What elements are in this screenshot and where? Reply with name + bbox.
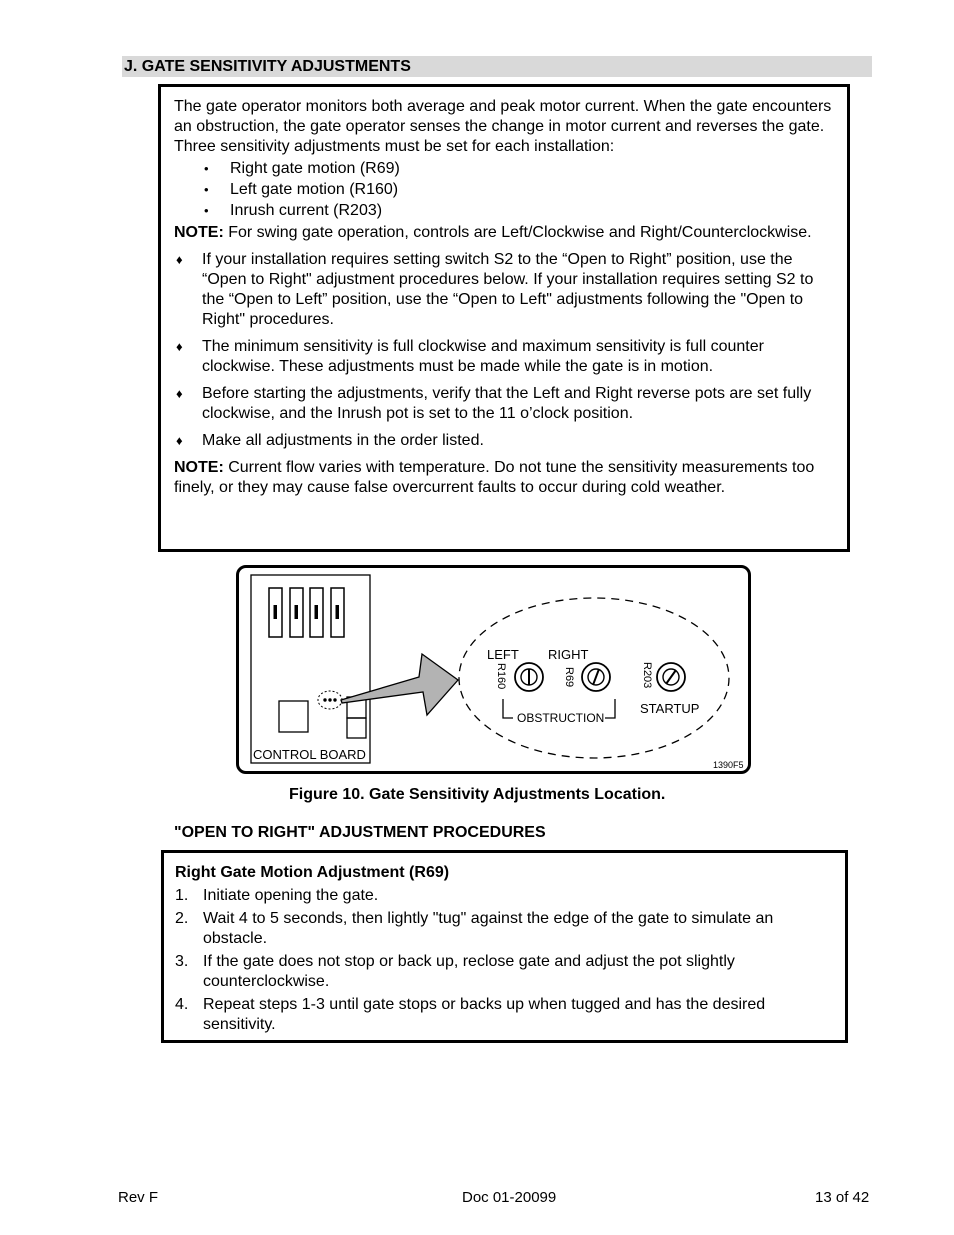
relay-icons — [269, 588, 344, 637]
list-item: ♦ Make all adjustments in the order listed. — [176, 432, 484, 449]
figure-caption: Figure 10. Gate Sensitivity Adjustments Location. — [289, 786, 666, 803]
note-temperature: NOTE: Current flow varies with temperature. Do not tune the sensitivity measurements too finely, or they may cause false overcurrent faults to occur during cold weather. — [174, 459, 815, 496]
instruction-list — [174, 250, 833, 451]
intro-paragraph: The gate operator monitors both average and peak motor current. When the gate encounters an obstruction, the gate operator senses the change in motor current and reverses the gate. Three sensitivity adjustments must be set for each installation: — [174, 98, 832, 155]
note-swing: NOTE: For swing gate operation, controls are Left/Clockwise and Right/Counterclockwise. — [174, 224, 812, 241]
list-item: 1. Initiate opening the gate. — [175, 887, 379, 904]
right-label: RIGHT — [548, 647, 589, 662]
pot-r203-icon — [657, 663, 685, 691]
procedures-heading: "OPEN TO RIGHT" ADJUSTMENT PROCEDURES — [174, 824, 546, 841]
pot-r69-icon — [582, 663, 610, 691]
control-board-label: CONTROL BOARD — [253, 747, 366, 762]
obstruction-label: OBSTRUCTION — [517, 711, 605, 725]
drawing-id: 1390F5 — [713, 760, 744, 770]
bullet-icon: • — [204, 203, 209, 218]
pot-r160-icon — [515, 663, 543, 691]
list-item: ♦ Before starting the adjustments, verify that the Left and Right reverse pots are set fully clockwise, and the Inrush pot is set to the 11 o’clock position. — [176, 385, 812, 422]
footer-doc: Doc 01-20099 — [462, 1189, 557, 1206]
list-item: • Right gate motion (R69) — [204, 160, 400, 177]
footer-page: 13 of 42 — [815, 1189, 870, 1206]
section-title: J. GATE SENSITIVITY ADJUSTMENTS — [122, 56, 872, 77]
list-item: 3. If the gate does not stop or back up, reclose gate and adjust the pot slightly counterclockwise. — [175, 953, 735, 990]
procedure-title: Right Gate Motion Adjustment (R69) — [175, 864, 450, 881]
procedure-box — [161, 850, 848, 1043]
procedure-steps — [175, 886, 831, 1035]
r203-label: R203 — [641, 662, 653, 689]
startup-label: STARTUP — [640, 701, 700, 716]
diamond-icon: ♦ — [176, 386, 183, 401]
footer-rev: Rev F — [118, 1189, 159, 1206]
list-item: ♦ If your installation requires setting switch S2 to the “Open to Right” position, use the “Open to Right" adjustment procedures below. If your installation requires setting S2 to the “Open to Left” position, use the “Open to Left" adjustments following the "Open to Right" procedures. — [176, 251, 814, 328]
sensitivity-figure — [236, 565, 751, 774]
obstruction-bracket — [503, 699, 513, 718]
left-label: LEFT — [487, 647, 519, 662]
connector-block — [279, 701, 308, 732]
list-item: ♦ The minimum sensitivity is full clockwise and maximum sensitivity is full counter clockwise. These adjustments must be made while the gate is in motion. — [176, 338, 764, 375]
list-item: • Left gate motion (R160) — [204, 181, 399, 198]
intro-box — [158, 84, 850, 552]
list-item: 2. Wait 4 to 5 seconds, then lightly "tug" against the edge of the gate to simulate an obstacle. — [175, 910, 774, 947]
r69-label: R69 — [563, 667, 575, 688]
bullet-icon: • — [204, 182, 209, 197]
diamond-icon: ♦ — [176, 339, 183, 354]
pot-list — [202, 158, 833, 221]
bullet-icon: • — [204, 161, 209, 176]
list-item: • Inrush current (R203) — [204, 202, 383, 219]
r160-label: R160 — [495, 663, 507, 690]
arrow-icon — [341, 654, 458, 715]
diamond-icon: ♦ — [176, 252, 183, 267]
figure-drawing — [239, 568, 748, 771]
diamond-icon: ♦ — [176, 433, 183, 448]
list-item: 4. Repeat steps 1-3 until gate stops or backs up when tugged and has the desired sensitivity. — [175, 996, 766, 1033]
